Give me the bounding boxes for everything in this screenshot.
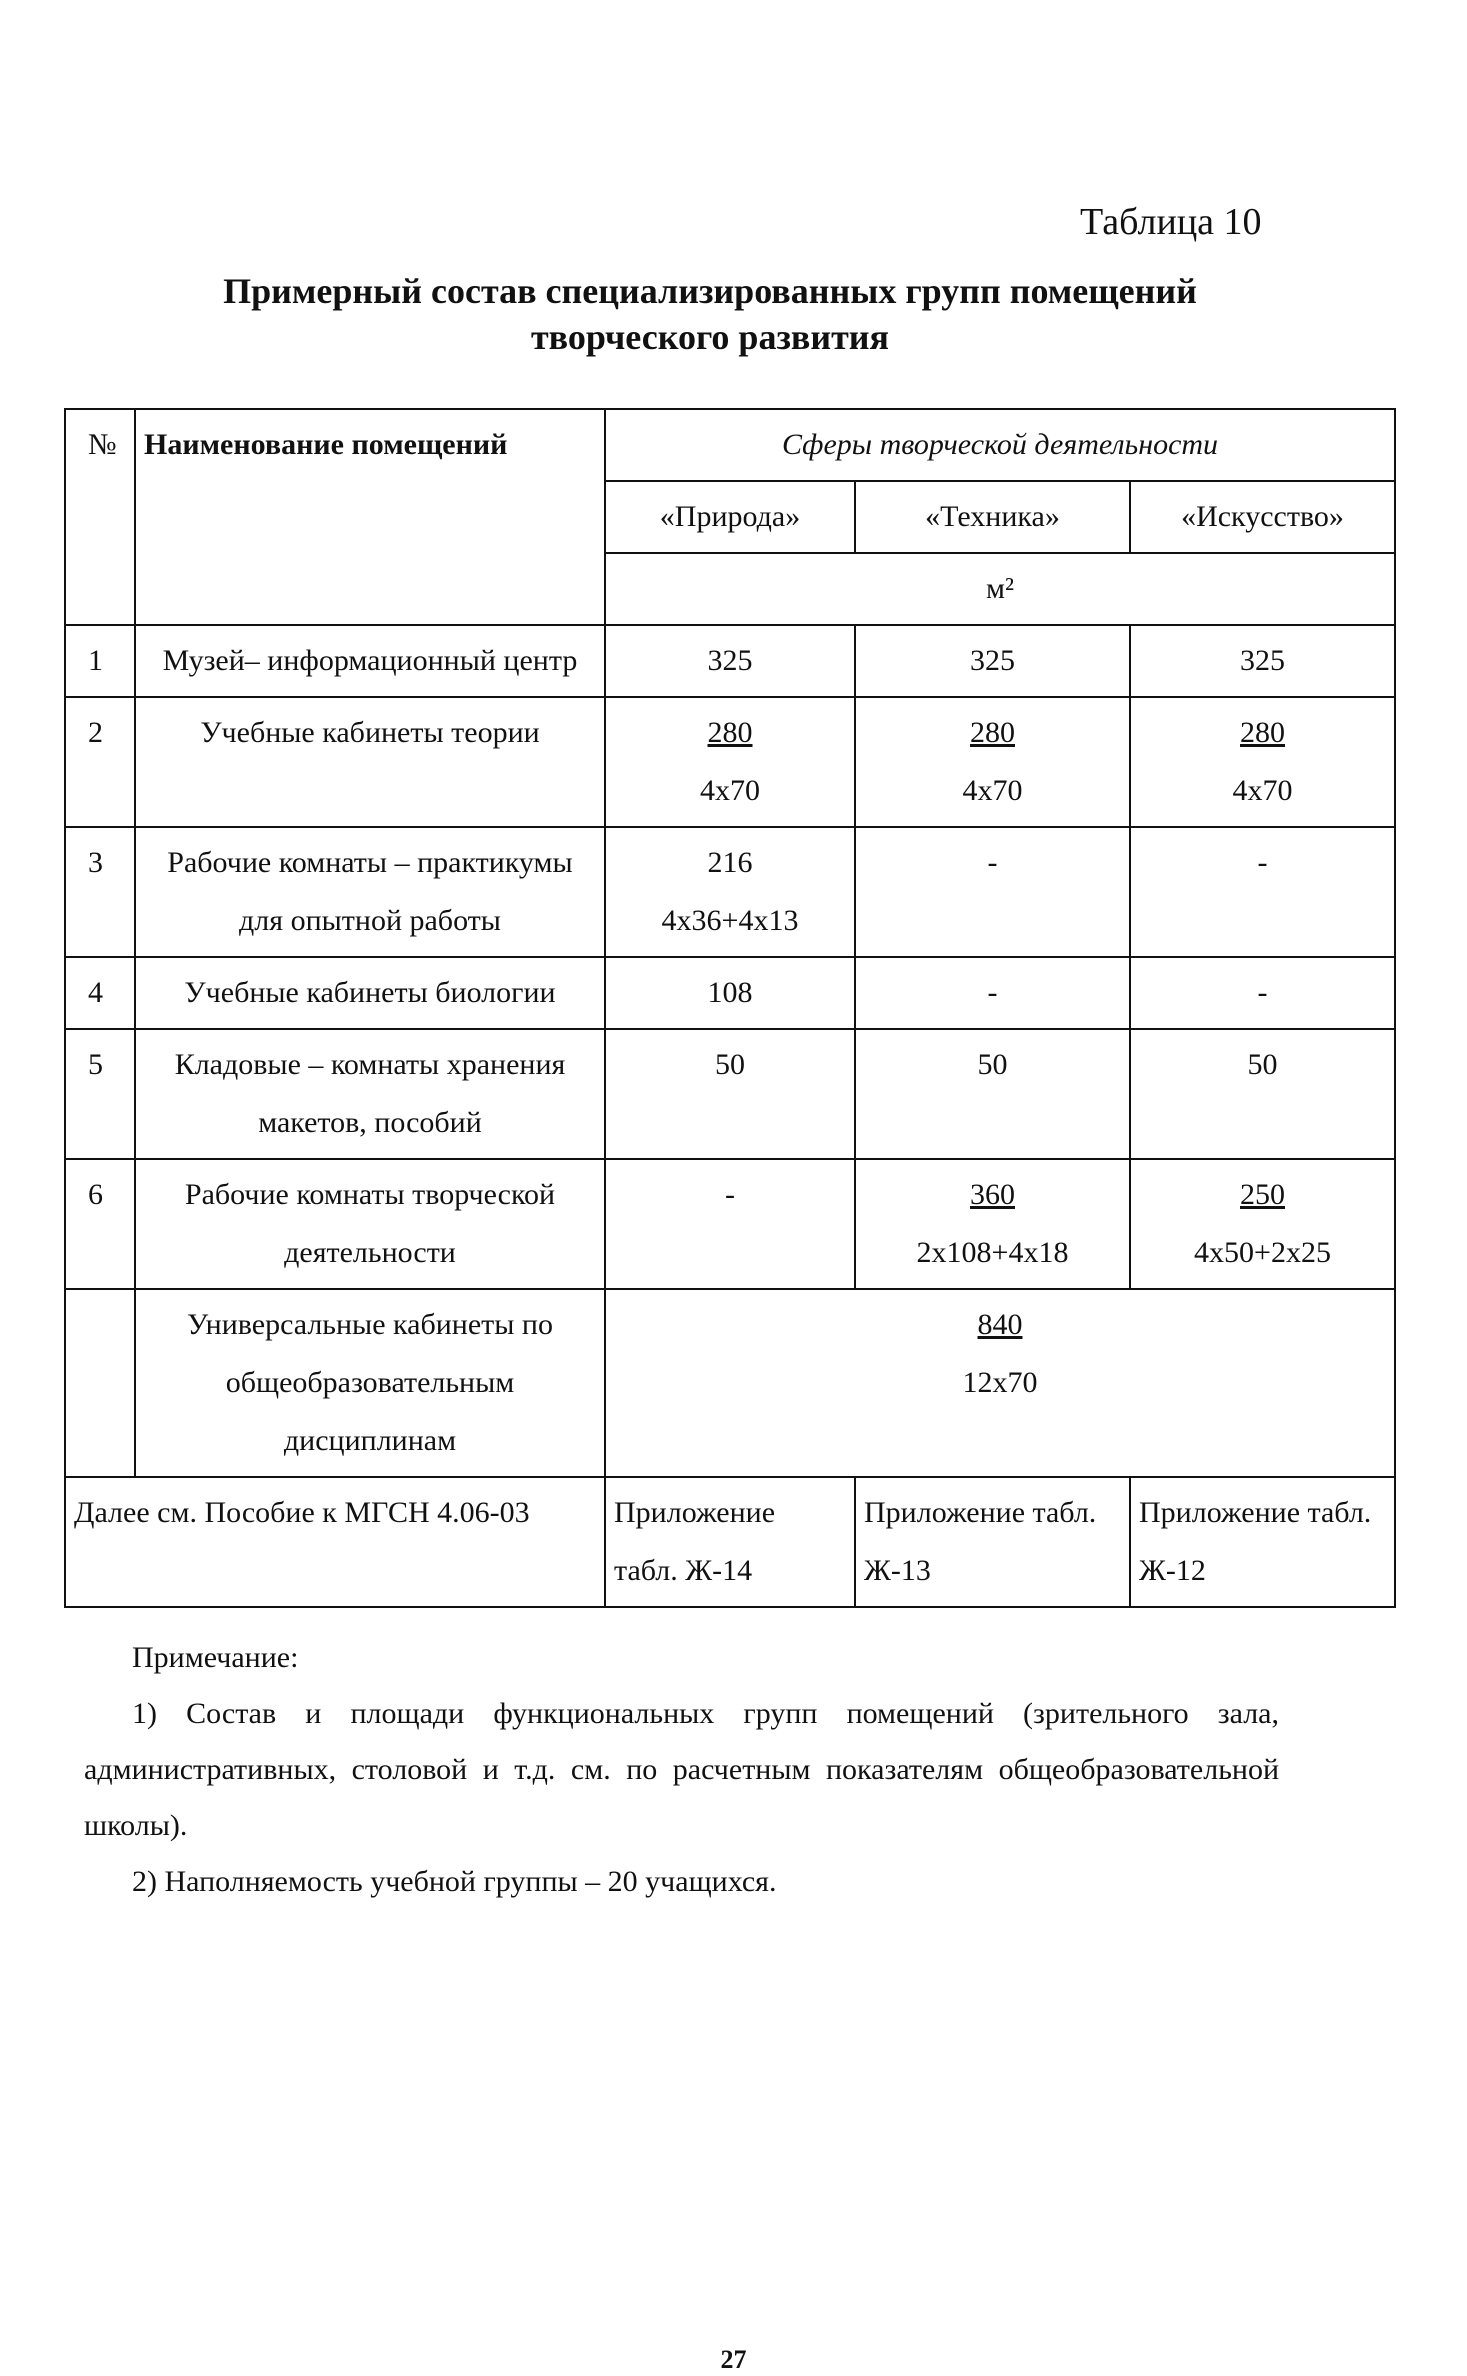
row-number: 1 [65, 625, 135, 697]
note-item-1: 1) Состав и площади функциональных групп помещений (зрительного зала, административных, столовой и т.д. см. по расчетным показателям общеобразовательной школы). [84, 1697, 1279, 1842]
notes-section [84, 1630, 1279, 1910]
room-name: Учебные кабинеты теории [135, 697, 605, 827]
row-number: 2 [65, 697, 135, 827]
value-iskusstvo: 280 4х70 [1130, 697, 1395, 827]
row-number: 6 [65, 1159, 135, 1289]
table-row [65, 625, 1395, 697]
table-row [65, 697, 1395, 827]
row-number: 5 [65, 1029, 135, 1159]
room-name: Универсальные кабинеты по общеобразовательным дисциплинам [135, 1289, 605, 1477]
header-no: № [65, 409, 135, 625]
notes-heading: Примечание: [132, 1641, 299, 1674]
table-row [65, 957, 1395, 1029]
row-number: 4 [65, 957, 135, 1029]
value-tehnika: 325 [855, 625, 1130, 697]
value-tehnika: 360 2х108+4х18 [855, 1159, 1130, 1289]
value-iskusstvo: 325 [1130, 625, 1395, 697]
room-name: Рабочие комнаты – практикумы для опытной работы [135, 827, 605, 957]
value-tehnika: 280 4х70 [855, 697, 1130, 827]
footer-reference: Далее см. Пособие к МГСН 4.06-03 [65, 1477, 605, 1607]
table-row [65, 1159, 1395, 1289]
value-priroda: 280 4х70 [605, 697, 855, 827]
value-tehnika: - [855, 957, 1130, 1029]
value-priroda: 216 4х36+4х13 [605, 827, 855, 957]
table-row-universal [65, 1289, 1395, 1477]
header-row-1 [65, 409, 1395, 481]
page-number: 27 [720, 2345, 747, 2374]
document-title [160, 268, 1260, 360]
header-col-tehnika: «Техника» [855, 481, 1130, 553]
header-unit: м² [605, 553, 1395, 625]
value-iskusstvo: - [1130, 957, 1395, 1029]
footer-iskusstvo: Приложение табл. Ж-12 [1130, 1477, 1395, 1607]
room-name: Учебные кабинеты биологии [135, 957, 605, 1029]
header-col-priroda: «Природа» [605, 481, 855, 553]
title-line-1: Примерный состав специализированных групп помещений [223, 271, 1197, 311]
table-row [65, 827, 1395, 957]
room-name: Рабочие комнаты творческой деятельности [135, 1159, 605, 1289]
table-number-label: Таблица 10 [1080, 201, 1262, 243]
value-tehnika: - [855, 827, 1130, 957]
header-spheres: Сферы творческой деятельности [605, 409, 1395, 481]
room-name: Кладовые – комнаты хранения макетов, пособий [135, 1029, 605, 1159]
row-number [65, 1289, 135, 1477]
room-name: Музей– информационный центр [135, 625, 605, 697]
rooms-table [64, 408, 1396, 1608]
value-iskusstvo: - [1130, 827, 1395, 957]
table-row [65, 1029, 1395, 1159]
value-universal: 840 12х70 [605, 1289, 1395, 1477]
value-iskusstvo: 250 4х50+2х25 [1130, 1159, 1395, 1289]
table-footer-row [65, 1477, 1395, 1607]
value-tehnika: 50 [855, 1029, 1130, 1159]
note-item-2: 2) Наполняемость учебной группы – 20 учащихся. [132, 1865, 777, 1898]
header-col-iskusstvo: «Искусство» [1130, 481, 1395, 553]
row-number: 3 [65, 827, 135, 957]
value-priroda: - [605, 1159, 855, 1289]
header-room-name: Наименование помещений [135, 409, 605, 625]
footer-priroda: Приложение табл. Ж-14 [605, 1477, 855, 1607]
value-priroda: 50 [605, 1029, 855, 1159]
title-line-2: творческого развития [531, 317, 889, 357]
footer-tehnika: Приложение табл. Ж-13 [855, 1477, 1130, 1607]
value-priroda: 325 [605, 625, 855, 697]
value-iskusstvo: 50 [1130, 1029, 1395, 1159]
value-priroda: 108 [605, 957, 855, 1029]
